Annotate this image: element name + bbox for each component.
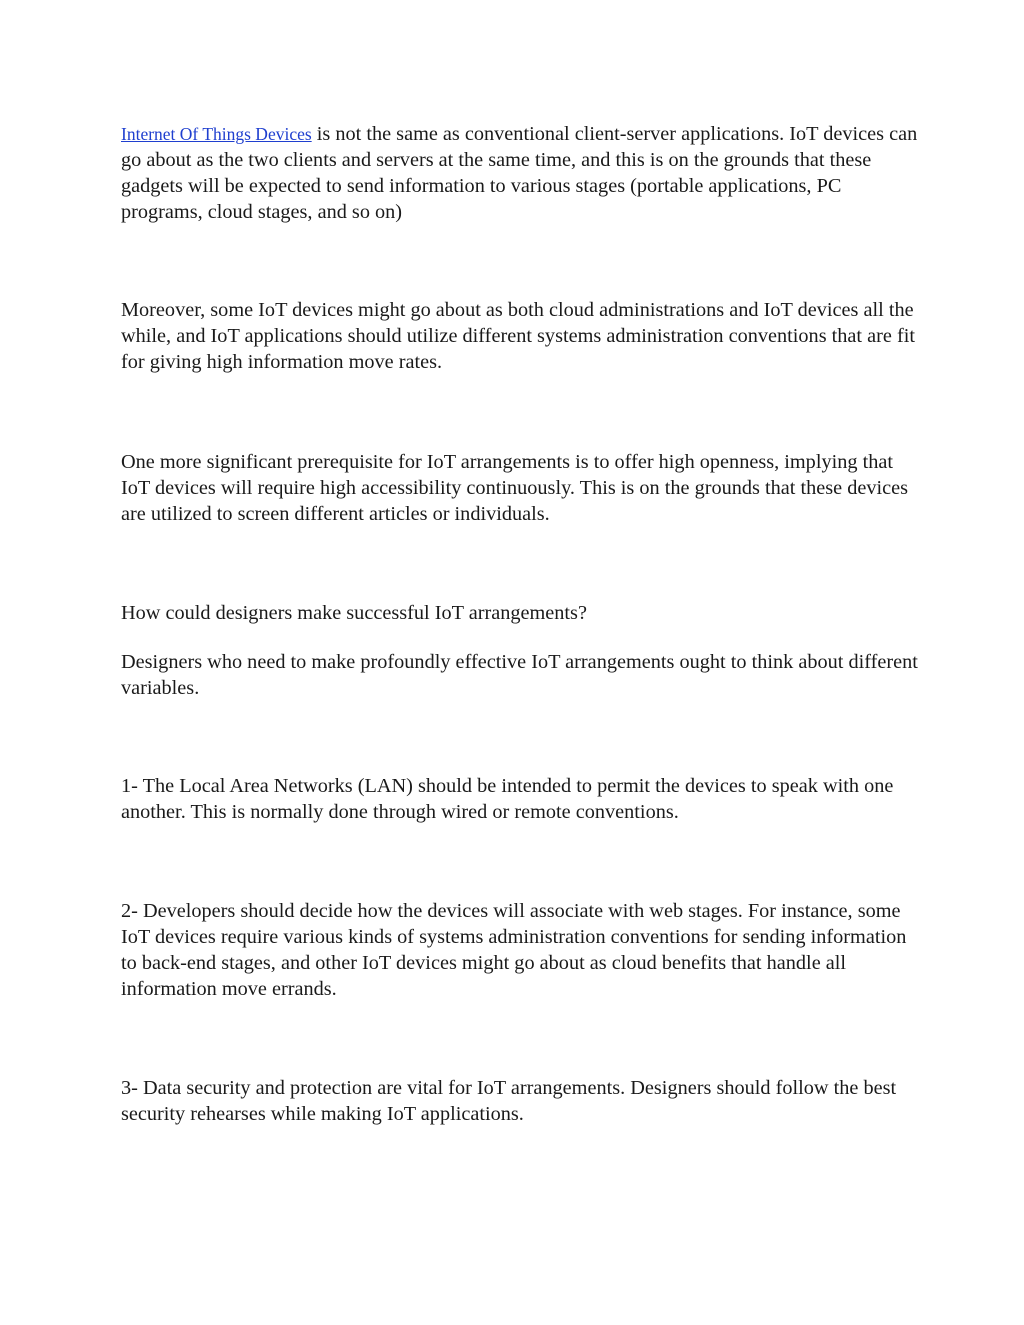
list-item-lan: 1- The Local Area Networks (LAN) should be intended to permit the devices to speak with one another. This is normally done through wired or remote conventions.	[121, 775, 894, 823]
paragraph-designers: Designers who need to make profoundly effective IoT arrangements ought to think about different variables.	[121, 651, 918, 699]
paragraph-openness: One more significant prerequisite for IoT arrangements is to offer high openness, implying that IoT devices will require high accessibility continuously. This is on the grounds that these devices are utilized to screen different articles or individuals.	[121, 451, 909, 525]
paragraph-moreover: Moreover, some IoT devices might go about as both cloud administrations and IoT devices all the while, and IoT applications should utilize different systems administration conventions that are fit for giving high information move rates.	[121, 299, 915, 373]
list-item-web-stages: 2- Developers should decide how the devices will associate with web stages. For instance, some IoT devices require various kinds of systems administration conventions for sending information to back-end stages, and other IoT devices might go about as cloud benefits that handle all information move errands.	[121, 900, 907, 1000]
internet-of-things-devices-link[interactable]: Internet Of Things Devices	[121, 124, 312, 144]
list-item-security: 3- Data security and protection are vital for IoT arrangements. Designers should follow the best security rehearses while making IoT applications.	[121, 1077, 897, 1125]
paragraph-intro-text: is not the same as conventional client-server applications. IoT devices can go about as the two clients and servers at the same time, and this is on the grounds that these gadgets will be expected to send information to various stages (portable applications, PC programs, cloud stages, and so on)	[121, 123, 918, 223]
section-heading: How could designers make successful IoT arrangements?	[121, 602, 587, 624]
paragraph-intro	[121, 121, 921, 225]
